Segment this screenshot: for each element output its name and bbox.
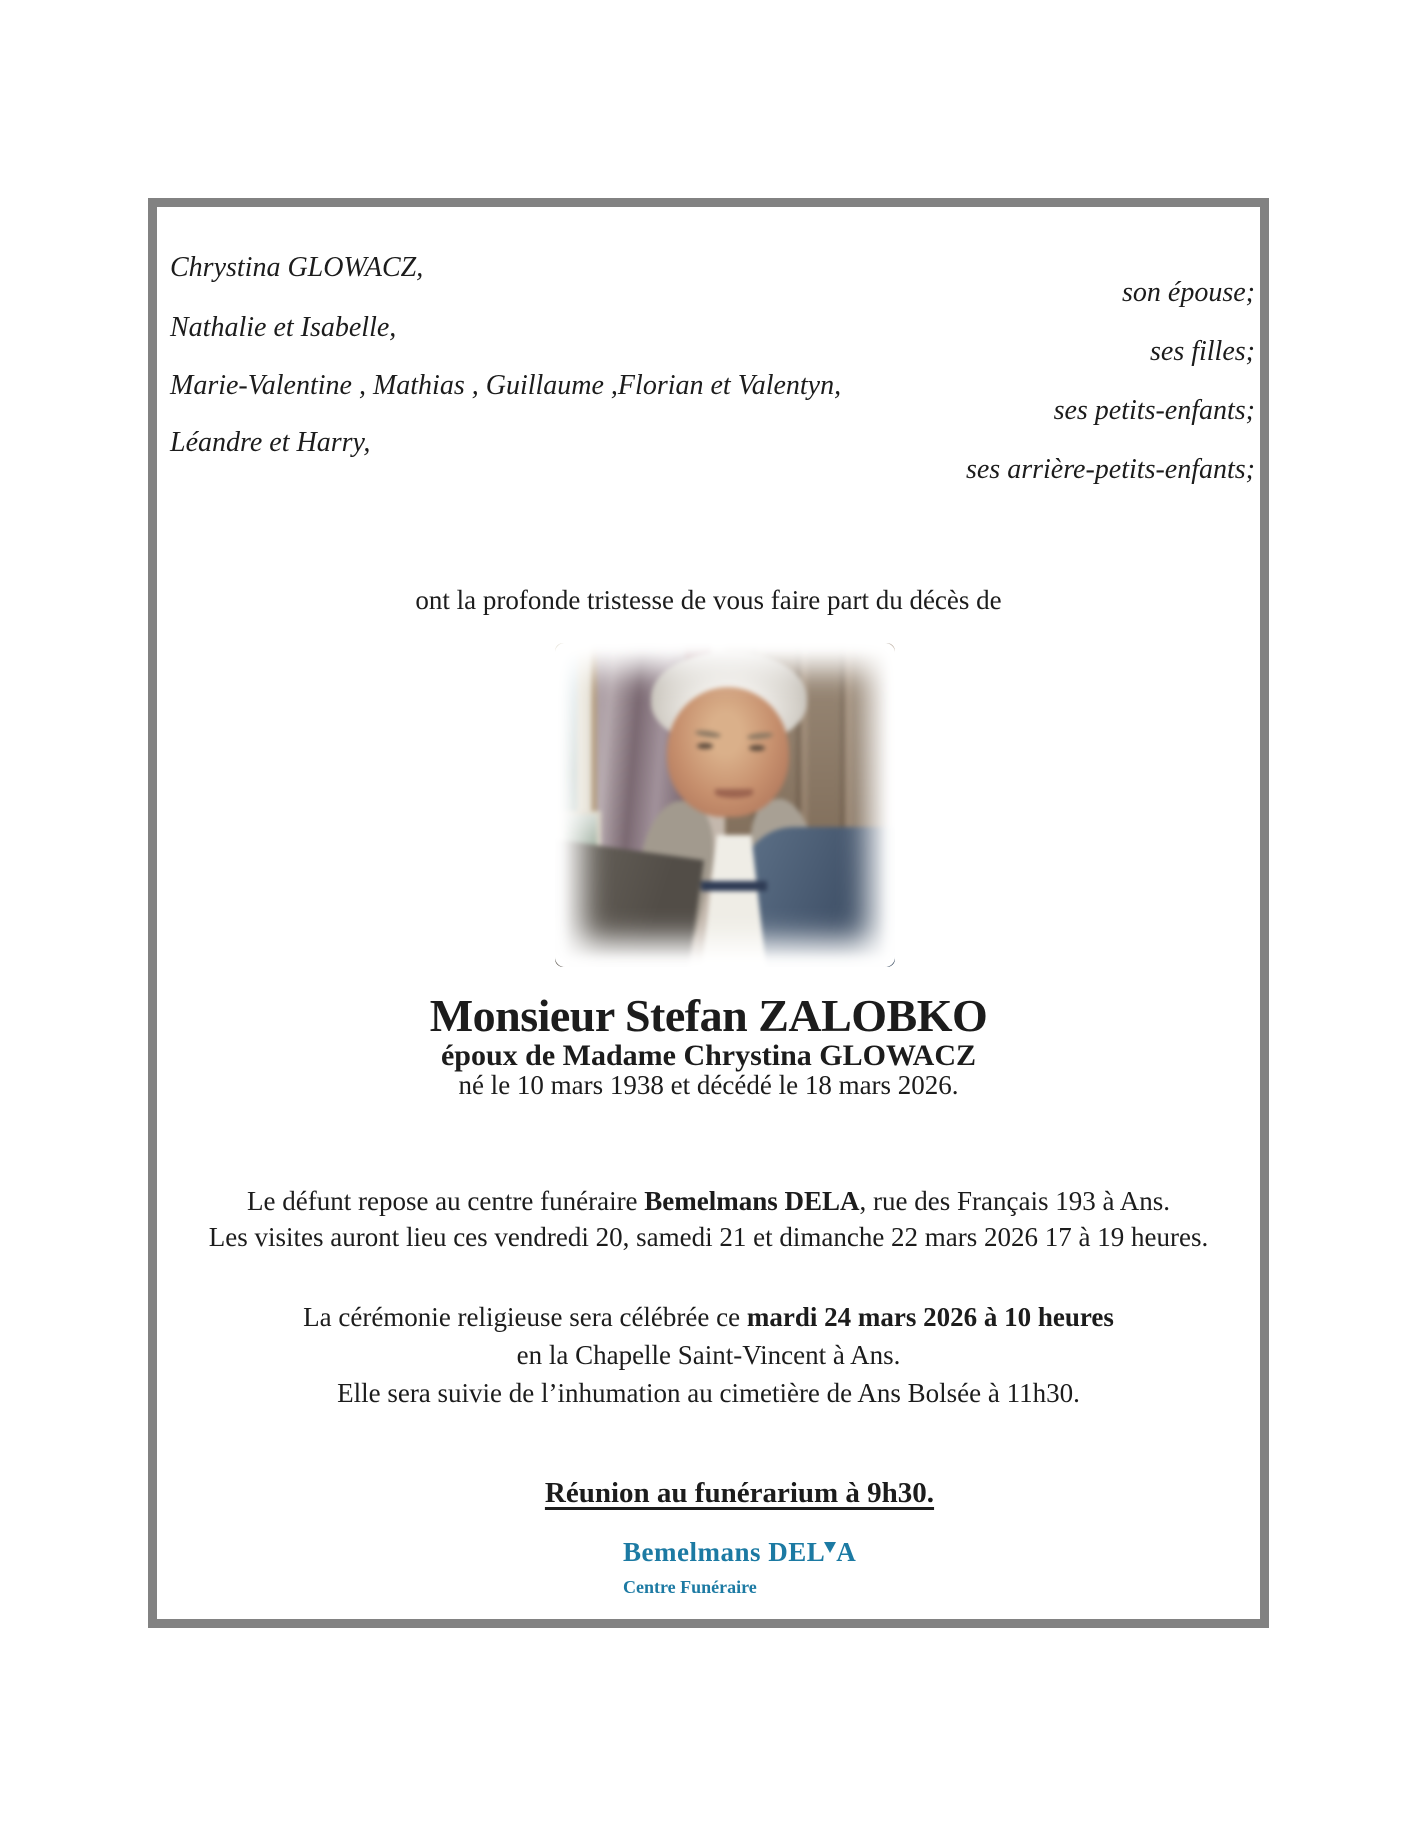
dela-triangle-icon	[824, 1542, 836, 1553]
announcement-line: ont la profonde tristesse de vous faire part du décès de	[415, 585, 1002, 615]
portrait-edge-feather	[555, 643, 895, 967]
ceremony-paragraph	[157, 1298, 1260, 1412]
family-left-line: Chrystina GLOWACZ,	[170, 252, 424, 283]
brand-subtitle: Centre Funéraire	[623, 1577, 757, 1597]
meeting-line	[219, 1476, 1260, 1510]
family-right-line: ses petits-enfants;	[1053, 395, 1255, 426]
repose-visits-paragraph	[157, 1183, 1260, 1255]
family-right-line: son épouse;	[1122, 277, 1255, 308]
brand-name	[623, 1537, 856, 1567]
family-right-line: ses filles;	[1150, 336, 1255, 367]
family-left-line: Léandre et Harry,	[170, 427, 371, 458]
repose-address: , rue des Français 193 à Ans.	[859, 1186, 1170, 1216]
ceremony-text: La cérémonie religieuse sera célébrée ce	[303, 1302, 747, 1332]
portrait-photo	[555, 643, 895, 967]
deceased-name: Monsieur Stefan ZALOBKO	[429, 990, 988, 1041]
meeting-text: Réunion au funérarium à 9h30.	[544, 1477, 935, 1509]
ceremony-datetime: mardi 24 mars 2026 à 10 heures	[746, 1302, 1114, 1332]
birth-death-line: né le 10 mars 1938 et décédé le 18 mars 2026.	[458, 1070, 959, 1100]
visits-line: Les visites auront lieu ces vendredi 20, samedi 21 et dimanche 22 mars 2026 17 à 19 heures.	[208, 1222, 1209, 1252]
announcement-card	[148, 198, 1269, 1628]
ceremony-location-line: en la Chapelle Saint-Vincent à Ans.	[516, 1340, 901, 1370]
repose-funeral-home: Bemelmans DELA	[644, 1186, 860, 1216]
ceremony-line	[157, 1298, 1260, 1336]
family-right-line: ses arrière-petits-enfants;	[965, 454, 1255, 485]
brand-name-prefix: Bemelmans DEL	[623, 1537, 826, 1567]
brand-logo	[623, 1537, 856, 1598]
spouse-line: époux de Madame Chrystina GLOWACZ	[440, 1039, 977, 1072]
repose-line	[157, 1183, 1260, 1219]
family-left-line: Nathalie et Isabelle,	[170, 312, 397, 343]
brand-name-suffix: A	[836, 1537, 857, 1567]
burial-line: Elle sera suivie de l’inhumation au cimetière de Ans Bolsée à 11h30.	[337, 1378, 1080, 1408]
family-left-line: Marie-Valentine , Mathias , Guillaume ,Florian et Valentyn,	[170, 370, 842, 401]
repose-text: Le défunt repose au centre funéraire	[247, 1186, 645, 1216]
